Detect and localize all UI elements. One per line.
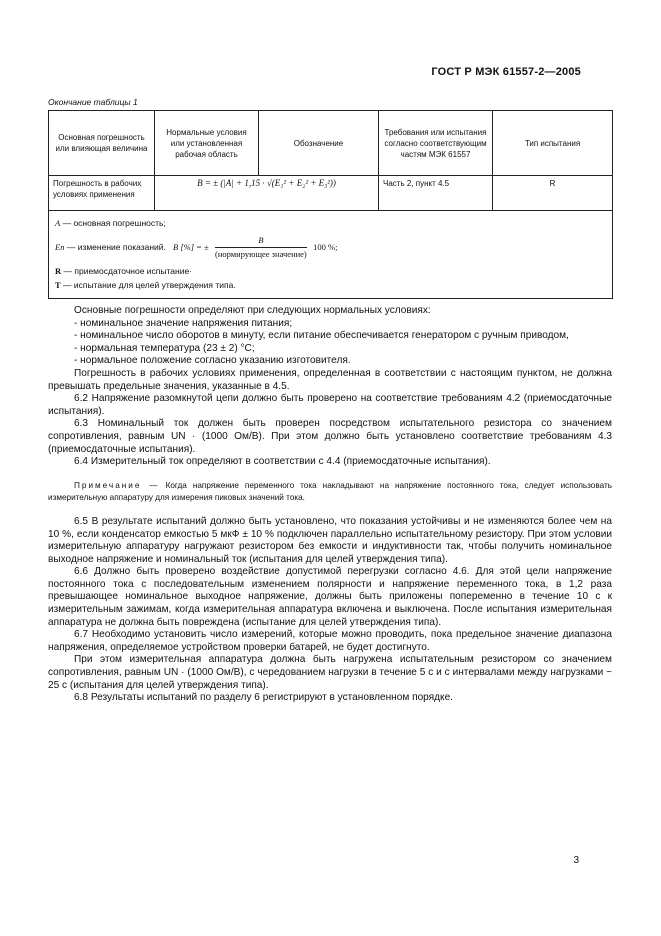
page-number: 3 (573, 855, 579, 866)
list-item: - нормальная температура (23 ± 2) °С; (74, 342, 255, 354)
table-header-cell: Нормальные условия или установленная рабочая область (155, 111, 259, 176)
list-item: - нормальное положение согласно указанию изготовителя. (74, 355, 351, 367)
table-header-cell: Тип испытания (493, 111, 613, 176)
note (48, 480, 612, 505)
table-notes-row (49, 211, 613, 299)
symbol: T (55, 280, 61, 290)
note-text: — испытание для целей утверждения типа. (63, 280, 236, 290)
list-item: - номинальное число оборотов в минуту, если питание обеспечивается генератором с ручным приводом, (74, 330, 569, 342)
formula-left: B [%] = ± (173, 241, 209, 252)
table-cell: R (493, 176, 613, 211)
paragraph: 6.6 Должно быть проверено воздействие допустимой перегрузки согласно 4.6. Для этой цели напряжение постоянного тока с последовательным изменением полярности и напряжение переменного тока, в 1,2 раза превышающее номинальное выходное напряжение, должны быть приложены попеременно в течение 10 с к измерительным зажимам, когда измерительная аппаратура включена и выключена. После испытания измерительная аппаратура не должна быть повреждена (испытание для целей утверждения типа). (48, 566, 612, 628)
paragraph: 6.4 Измерительный ток определяют в соответствии с 4.4 (приемосдаточные испытания). (74, 456, 491, 468)
paragraph: Основные погрешности определяют при следующих нормальных условиях: (74, 305, 431, 316)
paragraph: 6.3 Номинальный ток должен быть проверен посредством испытательного резистора со значением сопротивления, равным UN · (1000 Ом/В). При этом должно быть установлено соответствие требованиям 4.3 (приемосдаточные испытания). (48, 418, 612, 455)
paragraph: 6.5 В результате испытаний должно быть установлено, что показания устойчивы и не изменяются более чем на 10 %, если конденсатор емкостью 5 мкФ ± 10 % подключен параллельно испытательному резистору. При этом условии измерительную аппаратуру нагружают резистором без емкости и индуктивности так, чтобы получить номинальное выходное напряжение и номинальный ток (испытания для целей утверждения типа). (48, 515, 612, 565)
table-header-row (49, 111, 613, 176)
note-body: Когда напряжение переменного тока накладывают на напряжение постоянного тока, следует использовать измерительную аппаратуру для измерения пиковых значений тока. (48, 480, 612, 503)
note-label: Примечание — (74, 480, 160, 490)
fraction-numerator: B (215, 235, 307, 248)
error-formula: B = ± (|A| + 1,15 · √(E₁² + E₂² + E₃²)) (155, 176, 379, 211)
note-text: — изменение показаний. (66, 241, 166, 252)
document-header: ГОСТ Р МЭК 61557-2—2005 (431, 66, 581, 78)
paragraph: 6.7 Необходимо установить число измерений, которые можно проводить, пока предельное значение диапазона напряжения, определяемое устройством проверки батарей, не будет достигнуто. (48, 629, 612, 653)
table-row (49, 176, 613, 211)
symbol: A (55, 218, 61, 228)
list-item: - номинальное значение напряжения питания; (74, 317, 293, 329)
table-header-cell: Основная погрешность или влияющая величина (49, 111, 155, 176)
table-header-cell: Обозначение (259, 111, 379, 176)
note-text: — основная погрешность; (62, 218, 166, 228)
table-cell: Часть 2, пункт 4.5 (379, 176, 493, 211)
paragraph: Погрешность в рабочих условиях применения, определенная в соответствии с настоящим пунктом, не должна превышать предельные значения, указанные в 4.5. (48, 367, 612, 392)
table-header-cell: Требования или испытания согласно соответствующим частям МЭК 61557 (379, 111, 493, 176)
symbol: R (55, 266, 62, 276)
requirements-table (48, 110, 613, 299)
paragraph: При этом измерительная аппаратура должна быть нагружена испытательным резистором со значением сопротивления, равным UN · (1000 Ом/В), с чередованием нагрузки в течение 5 с и с интервалами между нагрузками ~ 25 с (испытания для целей утверждения типа). (48, 654, 612, 691)
paragraph: 6.2 Напряжение разомкнутой цепи должно быть проверено на соответствие требованиям 4.2 (приемосдаточные испытания). (48, 393, 612, 417)
table-cell: Погрешность в рабочих условиях применения (49, 176, 155, 211)
formula-right: 100 %; (313, 241, 338, 252)
table-notes (49, 211, 613, 299)
fraction (215, 235, 307, 260)
symbol: En (55, 241, 65, 252)
fraction-denominator: (нормирующее значение) (215, 249, 307, 259)
main-text (48, 305, 612, 705)
note-text: — приемосдаточное испытание· (63, 266, 193, 276)
paragraph: 6.8 Результаты испытаний по разделу 6 регистрируют в установленном порядке. (74, 692, 453, 704)
table-caption: Окончание таблицы 1 (48, 97, 138, 107)
